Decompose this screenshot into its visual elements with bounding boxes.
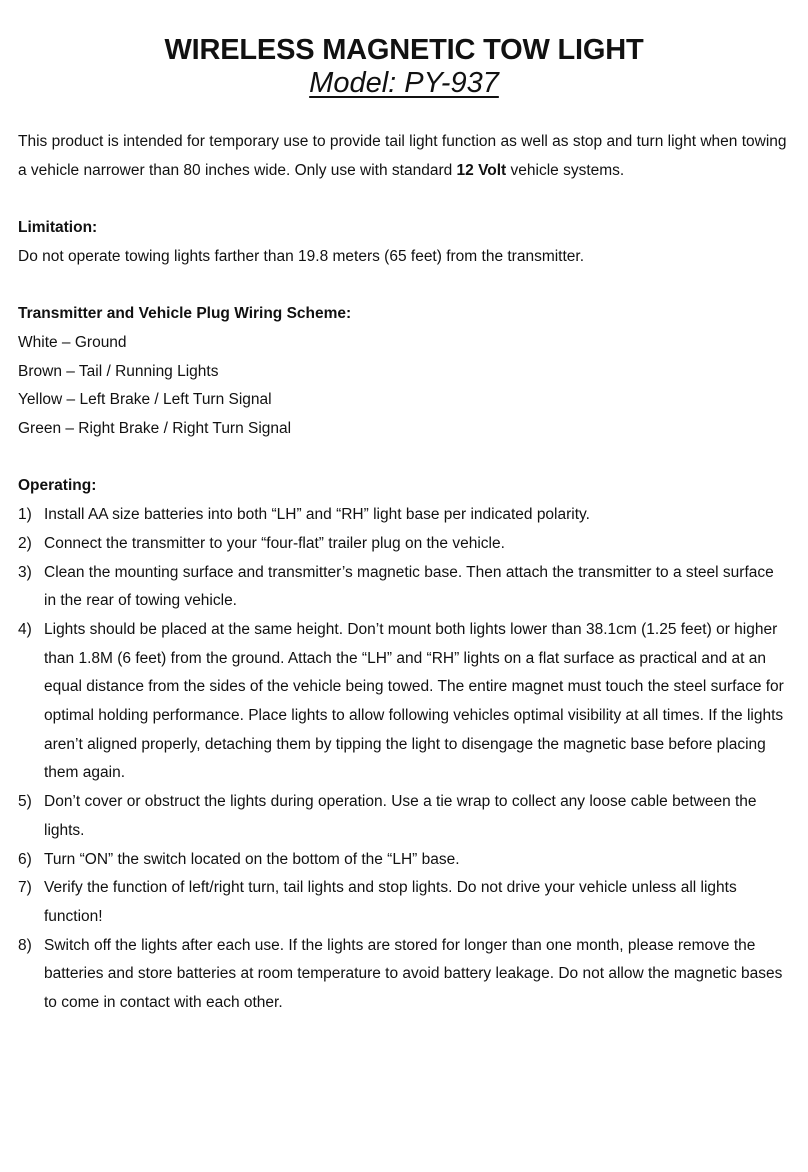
list-item — [18, 846, 790, 875]
wiring-line: Green – Right Brake / Right Turn Signal — [18, 420, 292, 437]
list-item — [18, 559, 790, 616]
step-text: Turn “ON” the switch located on the bottom of the “LH” base. — [44, 850, 460, 868]
step-text: Don’t cover or obstruct the lights during operation. Use a tie wrap to collect any loose cable between the lights. — [44, 793, 757, 839]
step-number: 2) — [18, 534, 32, 552]
step-text: Clean the mounting surface and transmitter’s magnetic base. Then attach the transmitter to a steel surface in the rear of towing vehicle. — [44, 563, 774, 610]
title-block — [18, 34, 790, 100]
intro-text: This product is intended for temporary use to provide tail light function as well as stop and turn light when towing a vehicle narrower than 80 inches wide. Only use with standard — [18, 133, 787, 179]
list-item — [18, 530, 790, 559]
step-text: Install AA size batteries into both “LH” and “RH” light base per indicated polarity. — [44, 506, 590, 524]
limitation-text: Do not operate towing lights farther than 19.8 meters (65 feet) from the transmitter. — [18, 247, 585, 265]
operating-steps-list — [18, 501, 790, 1018]
list-item — [18, 874, 790, 931]
limitation-heading: Limitation: — [18, 219, 98, 237]
wiring-heading: Transmitter and Vehicle Plug Wiring Scheme: — [18, 305, 352, 323]
document-title: WIRELESS MAGNETIC TOW LIGHT — [164, 34, 644, 66]
wiring-line: White – Ground — [18, 333, 127, 351]
model-number: Model: PY-937 — [309, 67, 499, 99]
step-text: Connect the transmitter to your “four-flat” trailer plug on the vehicle. — [44, 534, 505, 552]
step-number: 5) — [18, 793, 32, 811]
step-text: Verify the function of left/right turn, tail lights and stop lights. Do not drive your vehicle unless all lights function! — [44, 879, 737, 925]
operating-heading: Operating: — [18, 477, 97, 495]
step-number: 4) — [18, 620, 32, 638]
step-number: 3) — [18, 563, 32, 581]
wiring-line: Brown – Tail / Running Lights — [18, 362, 219, 380]
wiring-line: Yellow – Left Brake / Left Turn Signal — [18, 391, 272, 409]
step-text: Switch off the lights after each use. If the lights are stored for longer than one month, please remove the batteries and store batteries at room temperature to avoid battery leakage. Do not allow the magnetic bases to come in contact with each other. — [44, 936, 783, 1012]
step-number: 1) — [18, 506, 32, 524]
intro-text-end: vehicle systems. — [506, 161, 625, 179]
operating-section — [18, 472, 790, 1017]
wiring-section — [18, 300, 790, 444]
step-text: Lights should be placed at the same height. Don’t mount both lights lower than 38.1cm (1.25 feet) or higher than 1.8M (6 feet) from the ground. Attach the “LH” and “RH” lights on a flat surface as practical and at an equal distance from the sides of the vehicle being towed. The entire magnet must touch the steel surface for optimal holding performance. Place lights to allow following vehicles optimal visibility at all times. If the lights aren’t aligned properly, detaching them by tipping the light to disengage the magnetic base before placing them again. — [44, 620, 784, 782]
list-item — [18, 616, 790, 788]
voltage-emphasis: 12 Volt — [456, 161, 507, 179]
limitation-section — [18, 214, 790, 271]
list-item — [18, 932, 790, 1018]
list-item — [18, 501, 790, 530]
step-number: 7) — [18, 879, 32, 897]
step-number: 8) — [18, 936, 32, 954]
step-number: 6) — [18, 850, 32, 868]
intro-paragraph — [18, 128, 790, 185]
list-item — [18, 788, 790, 845]
